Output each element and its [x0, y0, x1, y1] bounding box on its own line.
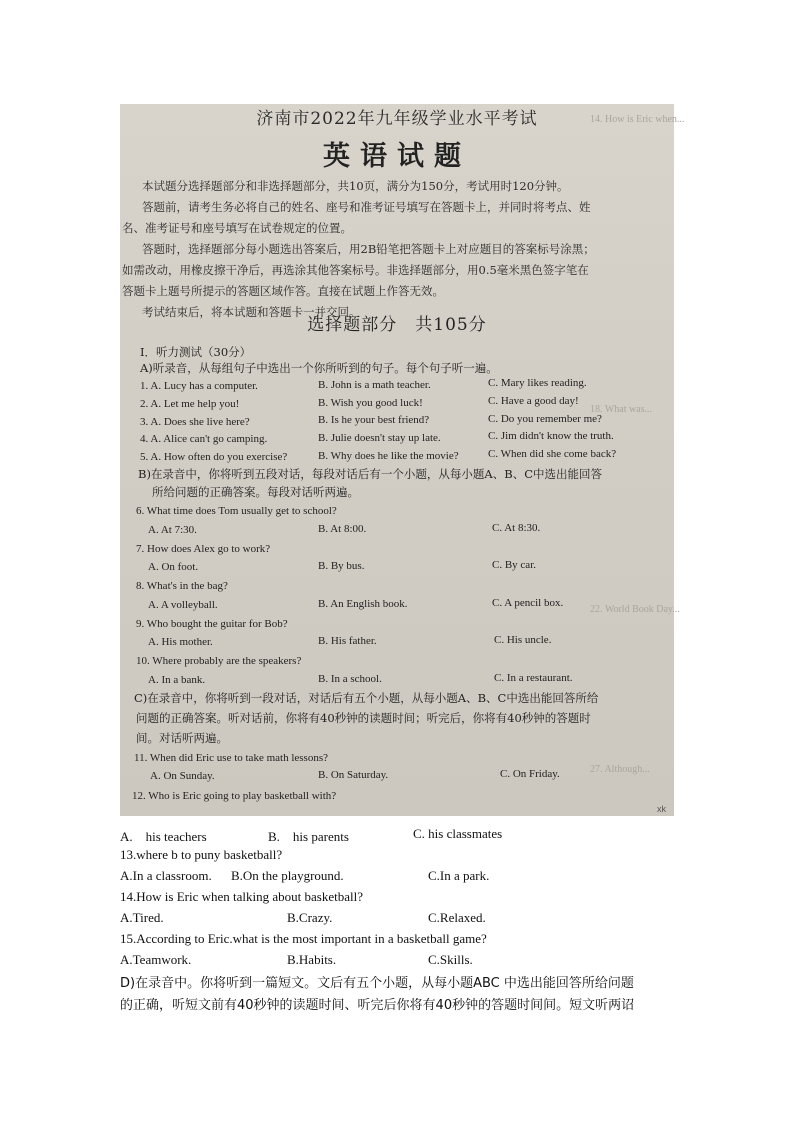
question-2-option-a: 2. A. Let me help you!	[140, 398, 240, 410]
question-4-option-b: B. Julie doesn't stay up late.	[318, 432, 441, 444]
bleed-through-text: 18. What was...	[590, 404, 653, 415]
question-7-option-c: C. By car.	[492, 559, 536, 571]
question-10: 10. Where probably are the speakers?	[136, 655, 302, 667]
question-5-option-b: B. Why does he like the movie?	[318, 450, 459, 462]
subject-title: 英语试题	[323, 141, 471, 172]
question-1-option-b: B. John is a math teacher.	[318, 379, 431, 391]
question-5-option-c: C. When did she come back?	[488, 448, 617, 460]
instruction-line: 答题卡上题号所提示的答题区域作答。直接在试题上作答无效。	[122, 284, 444, 298]
part-c-instruction: 问题的正确答案。听对话前，你将有40秒钟的读题时间；听完后，你将有40秒钟的答题时	[136, 711, 591, 725]
question-14: 14.How is Eric when talking about basketball?	[120, 889, 363, 904]
question-6-option-a: A. At 7:30.	[148, 524, 197, 536]
question-7-option-b: B. By bus.	[318, 560, 365, 572]
instructions	[120, 176, 674, 323]
bleed-through-text: 22. World Book Day...	[590, 604, 680, 615]
question-7-option-a: A. On foot.	[148, 561, 199, 573]
instruction-line: 名、准考证号和座号填写在试卷规定的位置。	[122, 221, 352, 235]
scanned-exam-photo	[120, 104, 685, 816]
part-c-instruction: C)在录音中，你将听到一段对话，对话后有五个小题，从每小题A、B、C中选出能回答所给	[134, 691, 599, 705]
question-5-option-a: 5. A. How often do you exercise?	[140, 451, 288, 463]
question-10-option-c: C. In a restaurant.	[494, 672, 573, 684]
question-12: 12. Who is Eric going to play basketball with?	[132, 790, 337, 802]
question-7: 7. How does Alex go to work?	[136, 543, 271, 555]
question-11-option-b: B. On Saturday.	[318, 769, 389, 781]
part-d-instruction: 的正确，听短文前有40秒钟的读题时间、听完后你将有40秒钟的答题时间间。短文听两诏	[120, 998, 635, 1013]
question-13-option-c: C.In a park.	[428, 868, 490, 883]
part-c-instruction: 间。对话听两遍。	[136, 731, 228, 745]
question-13: 13.where b to puny basketball?	[120, 847, 283, 862]
instruction-line: 答题时，选择题部分每小题选出答案后，用2B铅笔把答题卡上对应题目的答案标号涂黑；	[142, 242, 595, 256]
question-11: 11. When did Eric use to take math lessons?	[134, 752, 328, 764]
question-2-option-b: B. Wish you good luck!	[318, 397, 423, 409]
question-10-option-a: A. In a bank.	[148, 674, 206, 686]
question-10-option-b: B. In a school.	[318, 673, 382, 685]
question-15-option-c: C.Skills.	[428, 952, 473, 967]
question-14-option-c: C.Relaxed.	[428, 910, 486, 925]
question-6-option-c: C. At 8:30.	[492, 522, 541, 534]
bleed-through-text: 14. How is Eric when...	[590, 114, 685, 125]
part-a-instruction: A)听录音，从每组句子中选出一个你所听到的句子。每个句子听一遍。	[140, 361, 498, 375]
question-9: 9. Who bought the guitar for Bob?	[136, 618, 288, 630]
question-14-option-a: A.Tired.	[120, 910, 164, 925]
bleed-through-text: 27. Although...	[590, 764, 650, 775]
question-3-option-b: B. Is he your best friend?	[318, 414, 430, 426]
question-15-option-b: B.Habits.	[287, 952, 337, 967]
question-1-option-c: C. Mary likes reading.	[488, 377, 587, 389]
question-8-option-c: C. A pencil box.	[492, 597, 564, 609]
question-14-option-b: B.Crazy.	[287, 910, 333, 925]
question-6-option-b: B. At 8:00.	[318, 523, 367, 535]
question-8-option-b: B. An English book.	[318, 598, 408, 610]
question-4-option-a: 4. A. Alice can't go camping.	[140, 433, 268, 445]
question-6: 6. What time does Tom usually get to school?	[136, 505, 337, 517]
instruction-line: 本试题分选择题部分和非选择题部分，共10页，满分为150分，考试用时120分钟。	[142, 179, 569, 193]
question-4-option-c: C. Jim didn't know the truth.	[488, 430, 614, 442]
section-title: 选择题部分 共105分	[307, 315, 487, 335]
part-b-instruction: B)在录音中，你将听到五段对话，每段对话后有一个小题，从每小题A、B、C中选出能回答	[138, 467, 602, 481]
question-15: 15.According to Eric.what is the most important in a basketball game?	[120, 931, 487, 946]
question-8-option-a: A. A volleyball.	[148, 599, 218, 611]
question-1-option-a: 1. A. Lucy has a computer.	[140, 380, 258, 392]
instruction-line: 如需改动，用橡皮擦干净后，再选涂其他答案标号。非选择题部分，用0.5毫米黑色签字笔在	[122, 263, 589, 277]
question-13-option-b: B.On the playground.	[231, 868, 344, 883]
instruction-line: 考试结束后，将本试题和答题卡一并交回。	[142, 305, 361, 319]
question-11-option-c: C. On Friday.	[500, 768, 560, 780]
watermark: xk	[657, 804, 666, 814]
question-11-option-a: A. On Sunday.	[150, 770, 215, 782]
question-3-option-a: 3. A. Does she live here?	[140, 416, 250, 428]
listening-title: I．听力测试（30分）	[140, 345, 252, 359]
question-2-option-c: C. Have a good day!	[488, 395, 579, 407]
question-15-option-a: A.Teamwork.	[120, 952, 192, 967]
question-13-option-a: A.In a classroom.	[120, 868, 212, 883]
instruction-line: 答题前，请考生务必将自己的姓名、座号和准考证号填写在答题卡上，并同时将考点、姓	[142, 200, 591, 214]
part-b-instruction: 所给问题的正确答案。每段对话听两遍。	[152, 485, 359, 499]
part-d-instruction: D)在录音中。你将听到一篇短文。文后有五个小题，从每小题ABC 中选出能回答所给问题	[120, 976, 634, 991]
question-9-option-b: B. His father.	[318, 635, 377, 647]
exam-title: 济南市2022年九年级学业水平考试	[256, 109, 538, 129]
question-9-option-a: A. His mother.	[148, 636, 213, 648]
question-8: 8. What's in the bag?	[136, 580, 228, 592]
question-3-option-c: C. Do you remember me?	[488, 413, 602, 425]
question-12-option-c: C. his classmates	[413, 826, 503, 841]
question-12-option-a: A. his teachers	[120, 829, 207, 844]
question-9-option-c: C. His uncle.	[494, 634, 552, 646]
question-12-option-b: B. his parents	[268, 829, 349, 844]
